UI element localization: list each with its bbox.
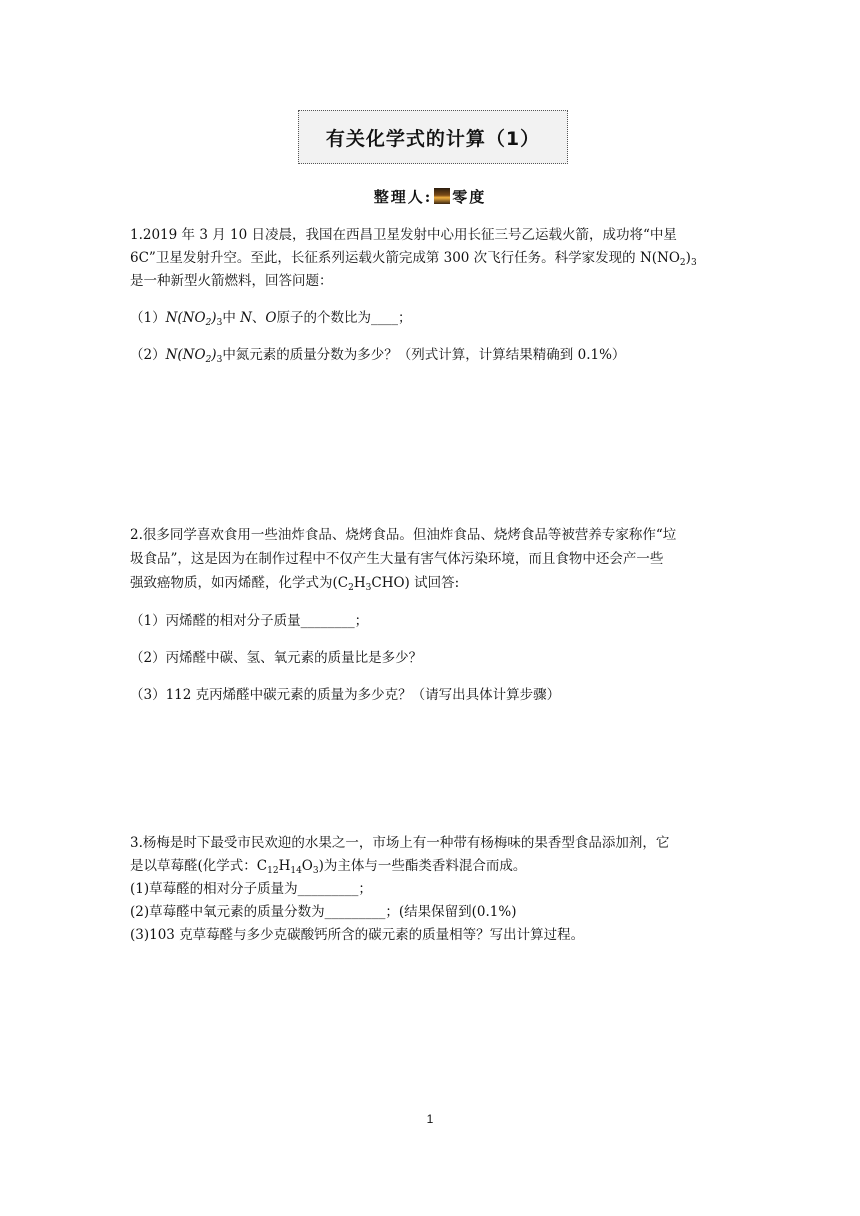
organizer-name: 零度 (452, 188, 487, 206)
title-box (298, 110, 568, 164)
q2-line3: 强致癌物质，如丙烯醛，化学式为$(C_2H_3CHO)$ 试回答: (130, 575, 460, 593)
q3-part3: (3)103 克草莓醛与多少克碳酸钙所含的碳元素的质量相等？写出计算过程。 (130, 927, 585, 943)
q1-line3: 是一种新型火箭燃料，回答问题： (130, 273, 333, 289)
q2-part1: （1）丙烯醛的相对分子质量________； (130, 613, 369, 629)
q1-part2: $(2)N(NO_2)_3$中氮元素的质量分数为多少？（列式计算，计算结果精确到 0.1%） (130, 347, 626, 365)
q3-line1: 3.杨梅是时下最受市民欢迎的水果之一，市场上有一种带有杨梅味的果香型食品添加剂，它 (130, 835, 670, 851)
q2-line1: 2.很多同学喜欢食用一些油炸食品、烧烤食品。但油炸食品、烧烤食品等被营养专家称作“垃 (130, 527, 677, 543)
q1-line2: 6C”卫星发射升空。至此，长征系列运载火箭完成第 300 次飞行任务。科学家发现的 $N(NO_2)_3$ (130, 250, 697, 268)
q3-part2: (2)草莓醛中氧元素的质量分数为_________；(结果保留到(0.1%) (130, 904, 517, 920)
q2-part3: （3）112 克丙烯醛中碳元素的质量为多少克？（请写出具体计算步骤） (130, 687, 561, 703)
organizer-label: 整理人: (373, 188, 433, 206)
q3-line2: 是以草莓醛(化学式：$C_{12}H_{14}O_3$)为主体与一些酯类香料混合而成。 (130, 858, 527, 876)
q2-part2: （2）丙烯醛中碳、氢、氧元素的质量比是多少？ (130, 650, 423, 666)
q2-line2: 圾食品”，这是因为在制作过程中不仅产生大量有害气体污染环境，而且食物中还会产一些 (130, 551, 664, 567)
q1-line1: 1.2019 年 3 月 10 日凌晨，我国在西昌卫星发射中心用长征三号乙运载火箭，成功将“中星 (130, 227, 677, 243)
page-number: 1 (426, 1112, 434, 1126)
page-title: 有关化学式的计算（1） (325, 127, 541, 150)
organizer-line (0, 186, 860, 207)
q1-part1: $(1)N(NO_2)_3$中 N、O原子的个数比为____； (130, 310, 412, 328)
q3-part1: (1)草莓醛的相对分子质量为_________； (130, 881, 372, 897)
organizer-logo-icon (434, 188, 450, 204)
